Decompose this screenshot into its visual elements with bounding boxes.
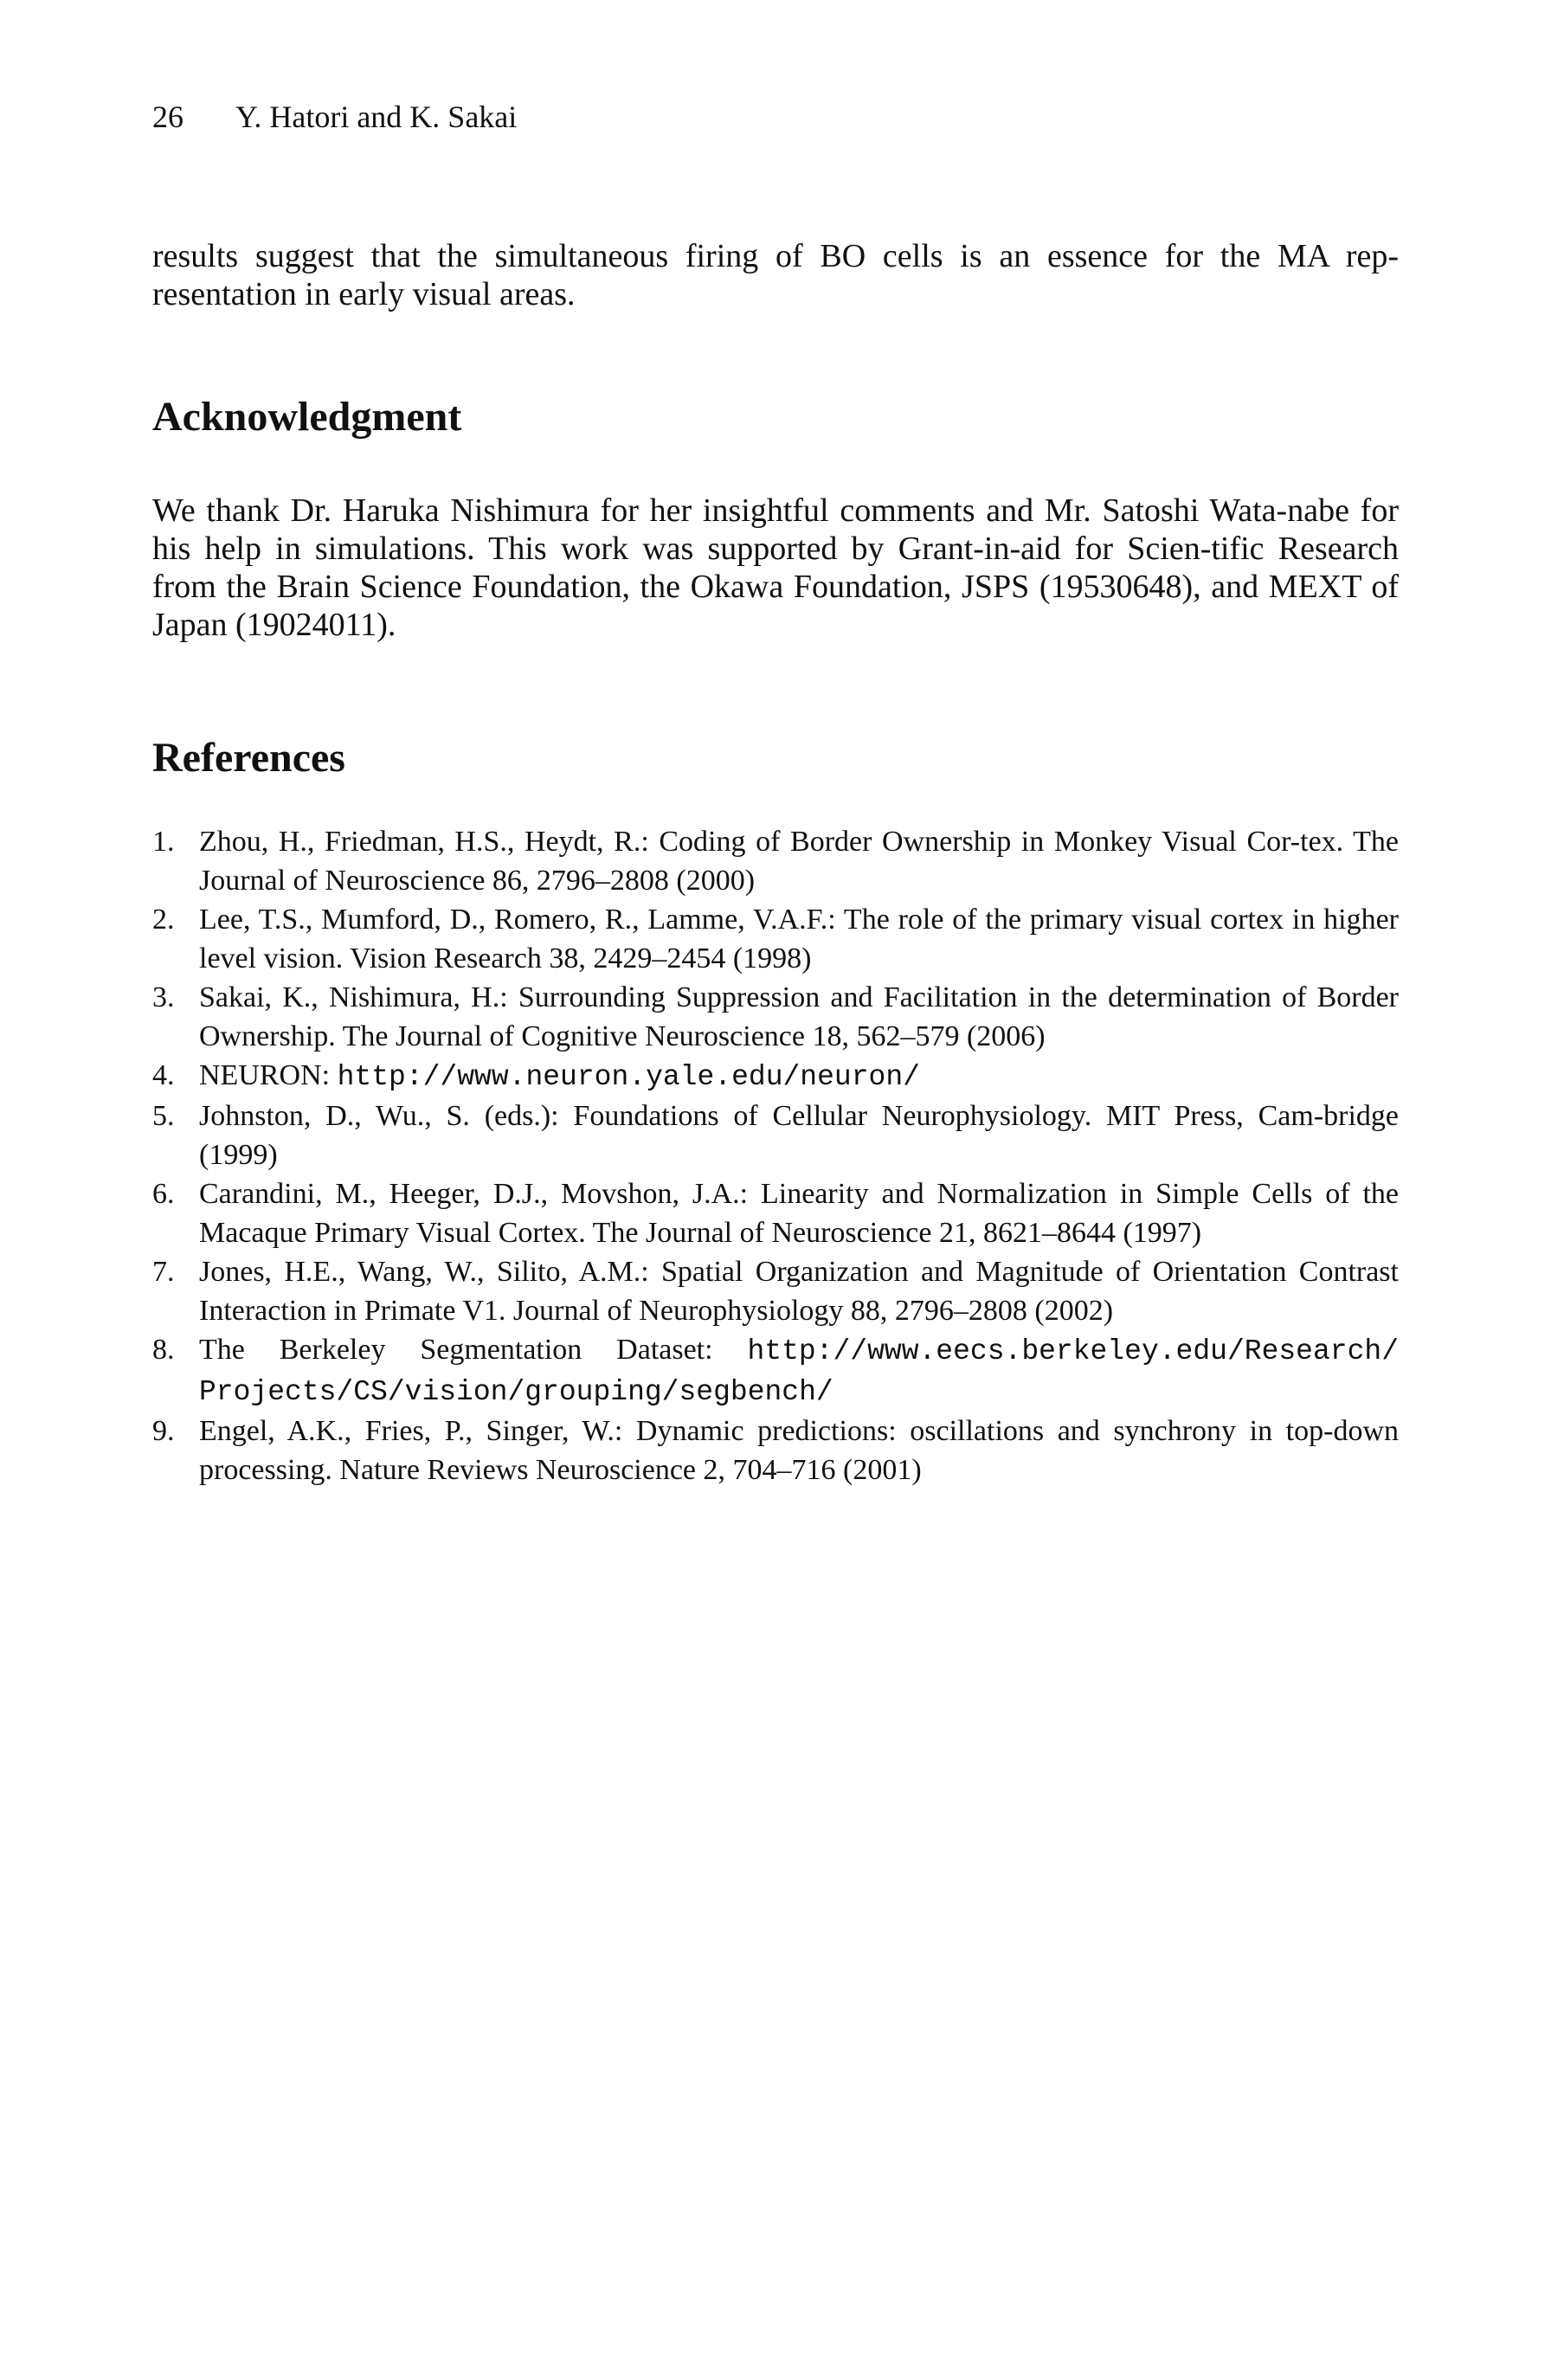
acknowledgment-heading: Acknowledgment bbox=[152, 394, 462, 440]
reference-number: 8. bbox=[152, 1334, 175, 1366]
reference-text: Engel, A.K., Fries, P., Singer, W.: Dynamic predictions: oscillations and synchrony in top-down processing. Nature Reviews Neuroscience 2, 704–716 (2001) bbox=[199, 1415, 1399, 1486]
reference-text: NEURON: bbox=[199, 1059, 338, 1091]
reference-item bbox=[152, 822, 1399, 900]
reference-item bbox=[152, 1174, 1399, 1252]
page-content bbox=[152, 97, 1399, 1489]
reference-item bbox=[152, 1097, 1399, 1174]
reference-text: Jones, H.E., Wang, W., Silito, A.M.: Spatial Organization and Magnitude of Orientation Contrast Interaction in Primate V1. Journal of Neurophysiology 88, 2796–2808 (2002) bbox=[199, 1256, 1399, 1327]
reference-item bbox=[152, 1412, 1399, 1489]
reference-url-link[interactable]: http://www.neuron.yale.edu/neuron/ bbox=[337, 1061, 920, 1093]
running-head bbox=[152, 97, 1399, 137]
reference-text: The Berkeley Segmentation Dataset: bbox=[199, 1334, 748, 1366]
reference-text: Sakai, K., Nishimura, H.: Surrounding Suppression and Facilitation in the determination of Border Ownership. The Journal of Cognitive Neuroscience 18, 562–579 (2006) bbox=[199, 981, 1399, 1052]
continuation-paragraph: results suggest that the simultaneous firing of BO cells is an essence for the MA rep-resentation in early visual areas. bbox=[152, 238, 1399, 312]
reference-number: 9. bbox=[152, 1415, 175, 1447]
reference-number: 7. bbox=[152, 1256, 175, 1288]
reference-text: Carandini, M., Heeger, D.J., Movshon, J.A.: Linearity and Normalization in Simple Cells of the Macaque Primary Visual Cortex. The Journal of Neuroscience 21, 8621–8644 (1997) bbox=[199, 1178, 1399, 1249]
reference-list bbox=[152, 822, 1399, 1489]
reference-text: Zhou, H., Friedman, H.S., Heydt, R.: Coding of Border Ownership in Monkey Visual Cor-tex. The Journal of Neuroscience 86, 2796–2808 (2000) bbox=[199, 826, 1399, 897]
reference-number: 2. bbox=[152, 904, 175, 936]
page-number: 26 bbox=[152, 100, 183, 134]
acknowledgment-paragraph: We thank Dr. Haruka Nishimura for her insightful comments and Mr. Satoshi Wata-nabe for his help in simulations. This work was supported by Grant-in-aid for Scien-tific Research from the Brain Science Foundation, the Okawa Foundation, JSPS (19530648), and MEXT of Japan (19024011). bbox=[152, 492, 1399, 643]
references-heading: References bbox=[152, 735, 345, 781]
reference-text: Johnston, D., Wu., S. (eds.): Foundations of Cellular Neurophysiology. MIT Press, Cam-bridge (1999) bbox=[199, 1100, 1399, 1171]
running-head-authors: Y. Hatori and K. Sakai bbox=[235, 100, 518, 134]
reference-number: 1. bbox=[152, 826, 175, 858]
reference-url-link[interactable]: http://www.eecs.berkeley.edu/Research/ Projects/CS/vision/grouping/segbench/ bbox=[199, 1335, 1399, 1408]
reference-number: 3. bbox=[152, 981, 175, 1013]
reference-item bbox=[152, 978, 1399, 1056]
reference-item bbox=[152, 1330, 1399, 1412]
reference-item bbox=[152, 1056, 1399, 1097]
reference-item bbox=[152, 900, 1399, 978]
reference-number: 4. bbox=[152, 1059, 175, 1091]
reference-item bbox=[152, 1252, 1399, 1330]
reference-number: 5. bbox=[152, 1100, 175, 1132]
reference-number: 6. bbox=[152, 1178, 175, 1210]
reference-text: Lee, T.S., Mumford, D., Romero, R., Lamme, V.A.F.: The role of the primary visual cortex in higher level vision. Vision Research 38, 2429–2454 (1998) bbox=[199, 904, 1399, 975]
